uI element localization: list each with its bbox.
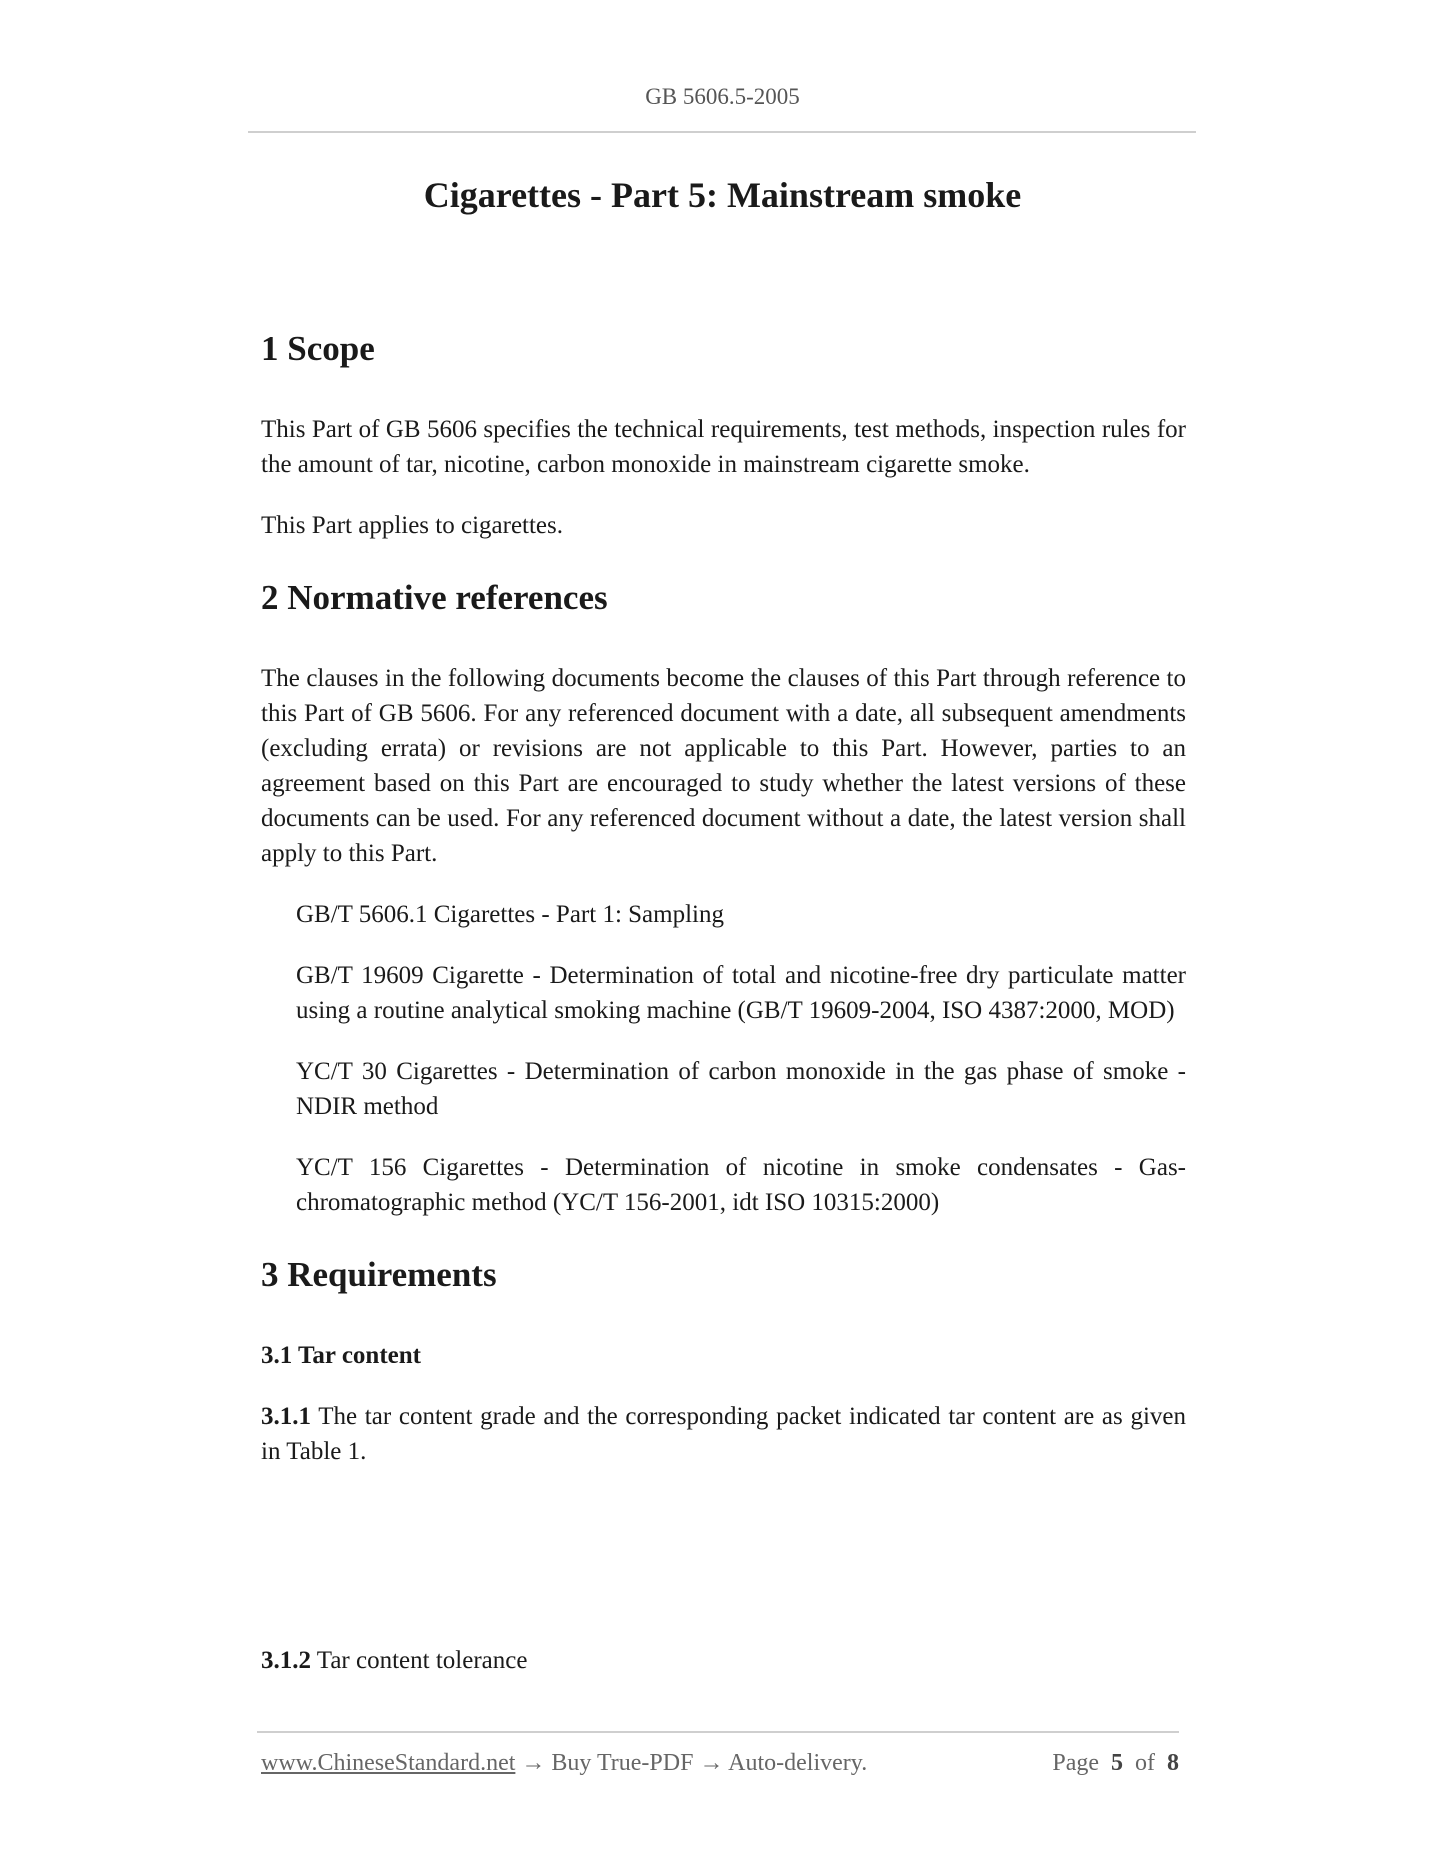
clause-number: 3.1.2: [261, 1647, 311, 1674]
auto-delivery-text: Auto-delivery.: [728, 1750, 868, 1776]
page-label: Page: [1052, 1750, 1099, 1776]
clause-number: 3.1.1: [261, 1403, 311, 1430]
reference-item: YC/T 156 Cigarettes - Determination of nicotine in smoke condensates - Gas-chromatographic method (YC/T 156-2001, idt ISO 10315:2000): [296, 1154, 1186, 1216]
table-placeholder-gap: [261, 1495, 1186, 1643]
standard-code-header: GB 5606.5-2005: [645, 84, 800, 109]
header-divider: [248, 131, 1196, 133]
scope-paragraph-1: This Part of GB 5606 specifies the technical requirements, test methods, inspection rules for the amount of tar, nicotine, carbon monoxide in mainstream cigarette smoke.: [261, 416, 1186, 478]
document-title: Cigarettes - Part 5: Mainstream smoke: [423, 175, 1022, 215]
arrow-icon: →: [515, 1750, 552, 1776]
normative-paragraph: The clauses in the following documents become the clauses of this Part through reference to this Part of GB 5606. For any referenced document with a date, all subsequent amendments (excluding errata) or revisions are not applicable to this Part. However, parties to an agreement based on this Part are encouraged to study whether the latest versions of these documents can be used. For any referenced document without a date, the latest version shall apply to this Part.: [261, 665, 1186, 867]
footer-links: [261, 1750, 867, 1777]
page-indicator: [1052, 1750, 1179, 1777]
section-heading-requirements: 3 Requirements: [261, 1255, 497, 1294]
footer-divider: [257, 1731, 1179, 1733]
reference-item: GB/T 5606.1 Cigarettes - Part 1: Sampling: [296, 901, 724, 928]
reference-item: GB/T 19609 Cigarette - Determination of total and nicotine-free dry particulate matter using a routine analytical smoking machine (GB/T 19609-2004, ISO 4387:2000, MOD): [296, 962, 1186, 1024]
clause-text: The tar content grade and the corresponding packet indicated tar content are as given in Table 1.: [261, 1403, 1186, 1465]
clause-text: Tar content tolerance: [311, 1647, 528, 1674]
section-heading-normative-references: 2 Normative references: [261, 578, 608, 617]
total-pages-number: 8: [1167, 1750, 1179, 1776]
section-heading-scope: 1 Scope: [261, 329, 375, 368]
page-of-label: of: [1135, 1750, 1155, 1776]
document-body: [261, 328, 1186, 1704]
reference-item: YC/T 30 Cigarettes - Determination of carbon monoxide in the gas phase of smoke - NDIR method: [296, 1058, 1186, 1120]
buy-true-pdf-text: Buy True-PDF: [551, 1750, 694, 1776]
clause-3-1-1: [261, 1399, 1186, 1469]
current-page-number: 5: [1111, 1750, 1123, 1776]
scope-paragraph-2: This Part applies to cigarettes.: [261, 512, 564, 539]
page-footer: [261, 1750, 1179, 1777]
clause-3-1-2: [261, 1643, 1186, 1678]
chinese-standard-link[interactable]: www.ChineseStandard.net: [261, 1750, 516, 1776]
arrow-icon: →: [693, 1750, 729, 1776]
subsection-heading-tar-content: 3.1 Tar content: [261, 1342, 421, 1369]
